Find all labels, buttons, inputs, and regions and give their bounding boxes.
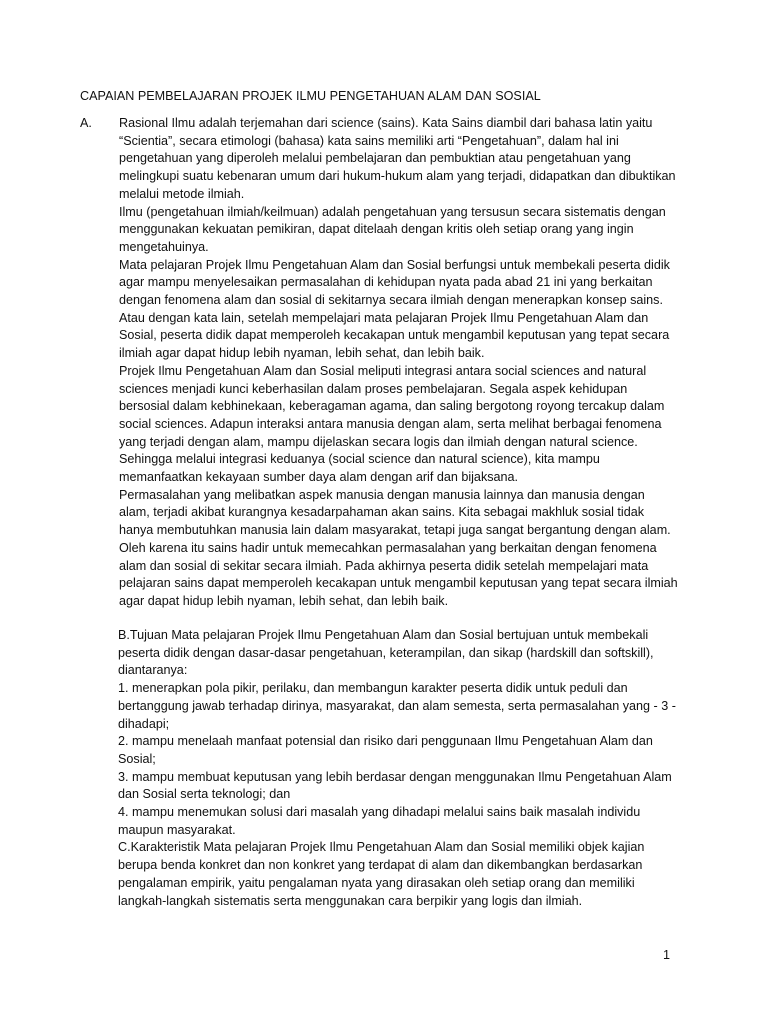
section-c-paragraph: C.Karakteristik Mata pelajaran Projek Ilmu Pengetahuan Alam dan Sosial memiliki objek kajian berupa benda konkret dan non konkret yang terdapat di alam dan dikembangkan berdasarkan pengalaman empirik, yaitu pengalaman nyata yang dirasakan oleh setiap orang dan memiliki langkah-langkah sistematis serta menggunakan cara berpikir yang logis dan ilmiah. <box>118 840 645 908</box>
section-b <box>118 627 678 910</box>
paragraph-ilmu: Ilmu (pengetahuan ilmiah/keilmuan) adalah pengetahuan yang tersusun secara sistematis dengan menggunakan kekuatan pemikiran, dapat ditelaah dengan kritis oleh setiap orang yang ingin mengetahuinya. <box>119 204 666 254</box>
list-item: 1. menerapkan pola pikir, perilaku, dan membangun karakter peserta didik untuk peduli dan bertanggung jawab terhadap dirinya, masyarakat, dan alam semesta, serta permasalahan yang - 3 - dihadapi; <box>118 681 676 731</box>
document-title: CAPAIAN PEMBELAJARAN PROJEK ILMU PENGETAHUAN ALAM DAN SOSIAL <box>80 89 541 103</box>
paragraph-fungsi: Mata pelajaran Projek Ilmu Pengetahuan Alam dan Sosial berfungsi untuk membekali peserta didik agar mampu menyelesaikan permasalahan di kehidupan nyata pada abad 21 ini yang berkaitan dengan fenomena alam dan sosial di sekitarnya secara ilmiah dengan menerapkan konsep sains. Atau dengan kata lain, setelah mempelajari mata pelajaran Projek Ilmu Pengetahuan Alam dan Sosial, peserta didik dapat memperoleh kecakapan untuk mengambil keputusan yang tepat secara ilmiah agar dapat hidup lebih nyaman, lebih sehat, dan lebih baik. <box>119 257 670 361</box>
section-a-body <box>119 115 679 611</box>
list-item: 3. mampu membuat keputusan yang lebih berdasar dengan menggunakan Ilmu Pengetahuan Alam dan Sosial serta teknologi; dan <box>118 769 672 802</box>
paragraph-integrasi: Projek Ilmu Pengetahuan Alam dan Sosial meliputi integrasi antara social sciences and natural sciences menjadi kunci keberhasilan dalam proses pembelajaran. Segala aspek kehidupan bersosial dalam kebhinekaan, keberagaman agama, dan saling bergotong royong tercakup dalam social sciences. Adapun interaksi antara manusia dengan alam, serta melihat berbagai fenomena yang terjadi dengan alam, mampu dijelaskan secara logis dan ilmiah dengan natural science. Sehingga melalui integrasi keduanya (social science dan natural science), kita mampu memanfaatkan kekayaan sumber daya alam dengan arif dan bijaksana. <box>119 363 665 485</box>
list-item: 2. mampu menelaah manfaat potensial dan risiko dari penggunaan Ilmu Pengetahuan Alam dan Sosial; <box>118 734 653 766</box>
section-a <box>80 115 680 611</box>
page-number: 1 <box>663 948 671 962</box>
paragraph-rasional: Rasional Ilmu adalah terjemahan dari science (sains). Kata Sains diambil dari bahasa latin yaitu “Scientia”, secara etimologi (bahasa) kata sains memiliki arti “Pengetahuan”, dalam hal ini pengetahuan yang diperoleh melalui pembelajaran dan pembuktian atau pengetahuan yang melingkupi suatu kebenaran umum dari hukum-hukum alam yang terjadi, didapatkan dan dibuktikan melalui metode ilmiah. <box>119 116 676 201</box>
paragraph-permasalahan: Permasalahan yang melibatkan aspek manusia dengan manusia lainnya dan manusia dengan alam, terjadi akibat kurangnya kesadarpahaman akan sains. Kita sebagai makhluk sosial tidak hanya membutuhkan manusia lain dalam masyarakat, tetapi juga sangat bergantung dengan alam. Oleh karena itu sains hadir untuk memecahkan permasalahan yang berkaitan dengan fenomena alam dan sosial di sekitar secara ilmiah. Pada akhirnya peserta didik setelah mempelajari mata pelajaran sains dapat memperoleh kecakapan untuk mengambil keputusan yang tepat secara ilmiah agar dapat hidup lebih nyaman, lebih sehat, dan lebih baik. <box>119 487 678 608</box>
list-item: 4. mampu menemukan solusi dari masalah yang dihadapi melalui sains baik masalah individu maupun masyarakat. <box>118 805 641 837</box>
section-a-label: A. <box>80 116 92 130</box>
section-b-intro: B.Tujuan Mata pelajaran Projek Ilmu Pengetahuan Alam dan Sosial bertujuan untuk membekali peserta didik dengan dasar-dasar pengetahuan, keterampilan, dan sikap (hardskill dan softskill), diantaranya: <box>118 628 654 678</box>
